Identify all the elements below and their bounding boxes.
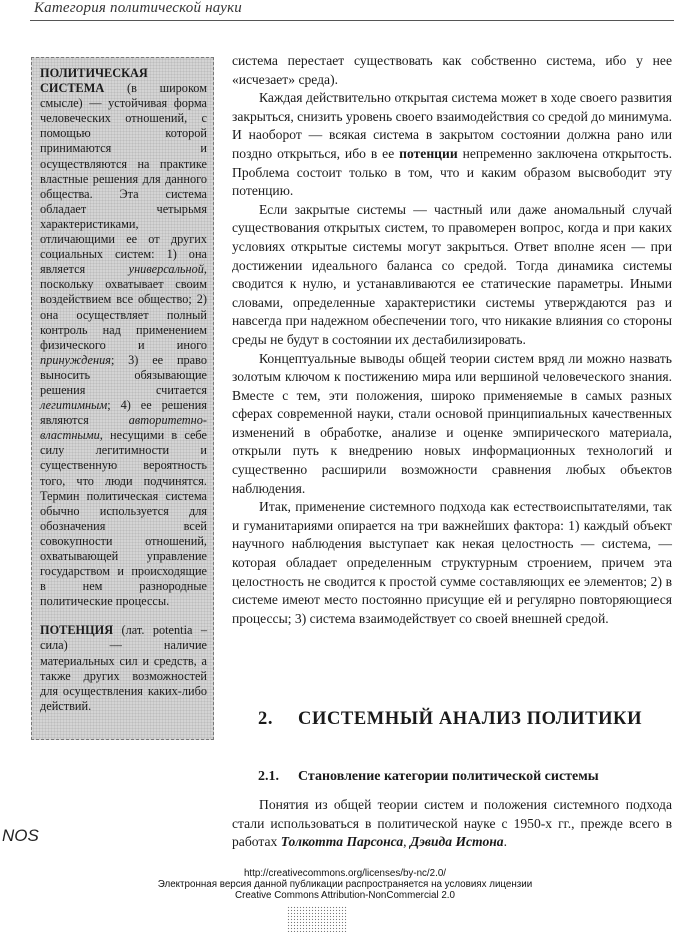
glossary-term: ПОТЕНЦИЯ bbox=[40, 623, 114, 638]
author-name: Толкотта Парсонса bbox=[280, 834, 404, 850]
glossary-text: — устойчивая форма человеческих отношений, с помощью которой принимаются и осуществляются на практике властные решения для данного общества. Эта система обладает четырьмя характеристиками, отличающими ее от других социальных систем: 1) она является bbox=[40, 96, 207, 277]
section-heading bbox=[258, 709, 672, 730]
halftone-stamp bbox=[287, 906, 347, 932]
paragraph: Концептуальные выводы общей теории систем вряд ли можно назвать золотым ключом к постижению мира или вершиной человеческого знания. Вместе с тем, эти положения, широко применяемые в самых разных сферах современной науки, стали основой принципиальных качественных изменений в обработке, анализе и оценке эмпирического материала, открыли путь к внедрению новых информационных технологий и существенно расширили возможности сравнения любых объектов наблюдения. bbox=[232, 350, 672, 496]
running-header bbox=[30, 0, 674, 21]
nos-mark: NOS bbox=[2, 826, 39, 845]
glossary-text: , несущими в себе силу легитимности и существенную вероятность того, что люди подчинятся. Термин политическая система обычно используется для обозначения всей совокупности отношений, охватывающей управление государством и происходящие в нем разнородные политические процессы. bbox=[40, 428, 207, 609]
glossary-text: — наличие материальных сил и средств, а также других возможностей для осуществления каких-либо действий. bbox=[40, 638, 207, 713]
paragraph: Итак, применение системного подхода как естествоиспытателями, так и гуманитариями опирается на три важнейших фактора: 1) каждый объект научного наблюдения выступает как некая целостность — система, — которая обладает определенным структурным строением, причем эта целостность не сводится к простой сумме составляющих ее элементов; 2) в системе имеют место постоянно присущие ей и регулярно повторяющиеся процессы; 3) система взаимодействует со своей внешней средой. bbox=[232, 499, 672, 626]
paragraph: система перестает существовать как собственно система, ибо у нее «исчезает» среда). bbox=[232, 53, 672, 87]
subsection-heading bbox=[258, 769, 672, 785]
header-title: Категория политической науки bbox=[34, 0, 243, 16]
license-notice: Электронная версия данной публикации распространяется на условиях лицензии bbox=[157, 879, 533, 890]
glossary-sidebar bbox=[31, 57, 214, 740]
glossary-text: , поскольку охватывает своим воздействием все общество; 2) она осуществляет полный контроль над применением физического и иного bbox=[40, 262, 207, 352]
subsection-number: 2.1. bbox=[258, 769, 279, 784]
glossary-text: ; 3) ее право выносить обязывающие решения считается bbox=[40, 352, 207, 397]
paragraph-text: Каждая действительно открытая система может в ходе своего развития закрыться, снизить уровень своего взаимодействия со средой до минимума. И наоборот — всякая система в закрытом состоянии должна рано или поздно открыться, ибо в ее bbox=[232, 90, 672, 161]
glossary-qualifier: (лат. potentia – сила) bbox=[40, 623, 207, 653]
glossary-emphasis: легитимным bbox=[40, 398, 108, 413]
glossary-emphasis: принуждения bbox=[40, 352, 111, 367]
glossary-text: ; 4) ее решения являются bbox=[40, 398, 207, 428]
section-number: 2. bbox=[258, 709, 274, 729]
section-title: СИСТЕМНЫЙ АНАЛИЗ ПОЛИТИКИ bbox=[298, 709, 643, 729]
glossary-emphasis: авторитетно-властными bbox=[40, 413, 207, 443]
paragraph bbox=[232, 796, 672, 852]
bold-term: потенции bbox=[399, 145, 458, 161]
glossary-entry-political-system bbox=[40, 66, 207, 609]
paragraph-text: . bbox=[503, 834, 508, 850]
license-name: Creative Commons Attribution-NonCommercial 2.0 bbox=[235, 890, 455, 901]
paragraph bbox=[232, 89, 672, 201]
paragraph: Если закрытые системы — частный или даже аномальный случай существования открытых систем, то правомерен вопрос, когда и при каких условиях открытые системы могут закрыться. Ответ вполне ясен — при достижении идеального баланса со средой. Тогда динамика системы сводится к нулю, и устанавливаются ее статические параметры. Иными словами, определенные характеристики системы утверждаются раз и навсегда при надежном обеспечении того, что никакие влияния со стороны среды не будут в состоянии их дестабилизировать. bbox=[232, 201, 672, 347]
glossary-qualifier: (в широком смысле) bbox=[40, 81, 208, 111]
license-url[interactable]: http://creativecommons.org/licenses/by-nc/2.0/ bbox=[243, 868, 446, 879]
paragraph-text: , bbox=[403, 834, 410, 850]
license-footer bbox=[70, 868, 620, 901]
section-text-column bbox=[232, 796, 672, 852]
glossary-term: ПОЛИТИЧЕСКАЯ СИСТЕМА bbox=[40, 66, 148, 96]
paragraph-text: Понятия из общей теории систем и положения системного подхода стали использоваться в политической науке с 1950-х гг., прежде всего в работах bbox=[232, 797, 672, 850]
author-name: Дэвида Истона bbox=[409, 834, 504, 850]
main-text-column bbox=[232, 52, 672, 628]
glossary-entry-potentia bbox=[40, 623, 207, 714]
subsection-title: Становление категории политической системы bbox=[298, 769, 599, 784]
glossary-emphasis: универсальной bbox=[128, 262, 204, 277]
paragraph-text: непременно заключена открытость. Проблема состоит только в том, что и каким образом высвободит эту потенцию. bbox=[232, 145, 672, 199]
